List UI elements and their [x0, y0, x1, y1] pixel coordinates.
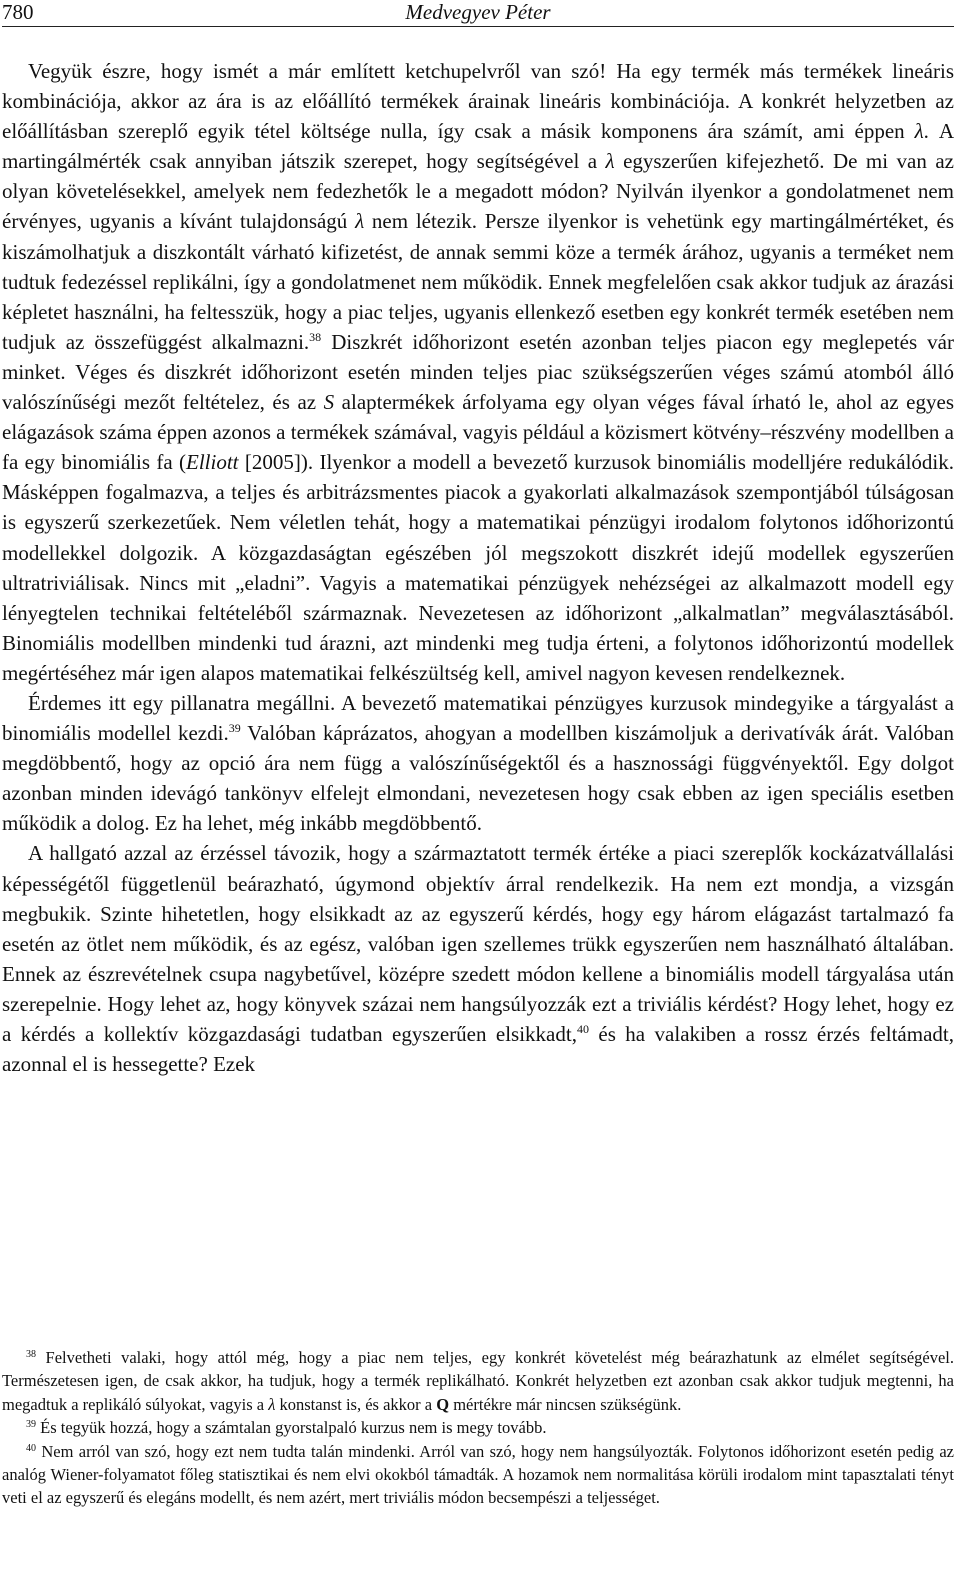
paragraph-3: A hallgató azzal az érzéssel távozik, hogy a származtatott termék értéke a piaci szereplők kockázatvállalási képességétől függetlenül beárazható, úgymond objektív árral rendelkezik. Ha nem ezt mondja, a vizsgán megbukik. Szinte hihetetlen, hogy elsikkadt az az egyszerű kérdés, hogy egy három elágazást tartalmazó fa esetén az ötlet nem működik, és az egész, valóban igen szellemes trükk egyszerűen nem használható általában. Ennek az észrevételnek csupa nagybetűvel, középre szedett módon kellene a binomiális modell tárgyalása után szerepelnie. Hogy lehet az, hogy könyvek százai nem hangsúlyozzák ezt a triviális kérdést? Hogy lehet, hogy ez a kérdés a kollektív közgazdasági tudatban egyszerűen elsikkadt,$^{40}$ és ha valakiben a rossz érzés feltámadt, azonnal el is hessegette? Ezek: [2, 841, 954, 1077]
page-number: 780: [2, 0, 34, 24]
lambda-symbol: λ: [914, 119, 924, 144]
lambda-symbol: λ: [605, 149, 615, 174]
footnotes: [2, 1346, 954, 1510]
footnote-40: $^{40}$ Nem arról van szó, hogy ezt nem tudta talán mindenki. Arról van szó, hogy nem hangsúlyozták. Folytonos időhorizont esetén pedig az analóg Wiener-folyamatot főleg statisztikai és nem elvi okokból támadták. A hozamok nem normalitása körüli irodalom mint tapasztalati tényt veti el az egyszerű és elegáns modellt, és nem azért, mert triviális módon becsempészi a teljességet.: [2, 1441, 954, 1508]
citation-author: Elliott: [186, 450, 239, 475]
footnote-ref-40[interactable]: 40: [576, 1022, 589, 1036]
page-header: [2, 0, 954, 27]
footnote-38: $^{38}$ Felvetheti valaki, hogy attól még, hogy a piac nem teljes, egy konkrét követelést még beárazhatunk az elmélet segítségével. Természetesen igen, de csak akkor, ha tudjuk, hogy a termék replikálható. Konkrét helyzetben ezt azonban csak akkor tudjuk megtenni, ha megadtuk a replikáló súlyokat, vagyis a λ konstanst is, és akkor a Q mértékre már nincsen szükségünk.: [2, 1348, 954, 1414]
running-title: Medvegyev Péter: [405, 0, 551, 24]
footnote-39: $^{39}$ És tegyük hozzá, hogy a számtalan gyorstalpaló kurzus nem is megy tovább.: [26, 1418, 547, 1438]
footnote-ref-38[interactable]: 38: [309, 329, 322, 344]
footnote-ref-39[interactable]: 39: [228, 721, 241, 736]
lambda-symbol: λ: [355, 209, 365, 234]
symbol-s: S: [323, 390, 335, 415]
paragraph-1: Vegyük észre, hogy ismét a már említett ketchupelvről van szó! Ha egy termék más termékek lineáris kombinációja, akkor az ára is az előállító termékek árainak lineáris kombinációja. A konkrét helyzetben az előállításban szereplő egyik tétel költsége nulla, így csak a másik komponens ára számít, ami éppen λ. A martingálmérték csak annyiban játszik szerepet, hogy segítségével a λ egyszerűen kifejezhető. De mi van az olyan követelésekkel, amelyek nem fedezhetők le a megadott módon? Nyilván ilyenkor a gondolatmenet nem érvényes, ugyanis a kívánt tulajdonságú λ nem létezik. Persze ilyenkor is vehetünk egy martingálmértéket, és kiszámolhatjuk a diszkontált várható kifizetést, de annak semmi köze a termék árához, ugyanis a terméket nem tudtuk fedezéssel replikálni, így a gondolatmenet nem működik. Ennek megfelelően csak akkor tudjuk az árazási képletet használni, ha feltesszük, hogy a piac teljes, ugyanis ellenkező esetben egy konkrét termék esetében nem tudjuk az összefüggést alkalmazni.$^{38}$ Diszkrét időhorizont esetén azonban teljes piacon egy meglepetés vár minket. Véges és diszkrét időhorizont esetén minden teljes piac szükségszerűen véges számú atomból álló valószínűségi mezőt feltételez, és az S alaptermékek árfolyama egy olyan véges fával írható le, ahol az egyes elágazások száma éppen azonos a termékek számával, vagyis például a közismert kötvény–részvény modellben a fa egy binomiális fa (Elliott [2005]). Ilyenkor a modell a bevezető kurzusok binomiális modelljére redukálódik. Másképpen fogalmazva, a teljes és arbitrázsmentes piacok a gyakorlati alkalmazások szempontjából túlságosan is egyszerű szerkezetűek. Nem véletlen tehát, hogy a matematikai pénzügyi irodalom folytonos időhorizontú modellekkel dolgozik. A közgazdaságtan egészében jól megszokott diszkrét idejű modellek egyszerűen ultratriviálisak. Nincs mit „eladni”. Vagyis a matematikai pénzügyek nehézségei az alkalmazott modell egy lényegtelen technikai feltételéből származnak. Nevezetesen az időhorizont „alkalmatlan” megválasztásából. Binomiális modellben mindenki tud árazni, azt mindenki meg tudja érteni, a folytonos időhorizontú modellek megértéséhez már igen alapos matematikai felkészültség kell, amivel nagyon kevesen rendelkeznek.: [2, 59, 955, 685]
paragraph-2: Érdemes itt egy pillanatra megállni. A bevezető matematikai pénzügyes kurzusok mindegyike a tárgyalást a binomiális modellel kezdi.$^{39}$ Valóban káprázatos, ahogyan a modellben kiszámoljuk a derivatívák árát. Valóban megdöbbentő, hogy az opció ára nem függ a valószínűségektől és a hasznossági függvényektől. Egy dolgot azonban minden idevágó tankönyv elfelejt elmondani, nevezetesen hogy csak ebben az igen speciális esetben működik a dolog. Ez ha lehet, még inkább megdöbbentő.: [2, 690, 954, 836]
lambda-symbol: λ: [268, 1394, 276, 1414]
body-text: [2, 56, 954, 1079]
symbol-q: Q: [436, 1394, 450, 1414]
